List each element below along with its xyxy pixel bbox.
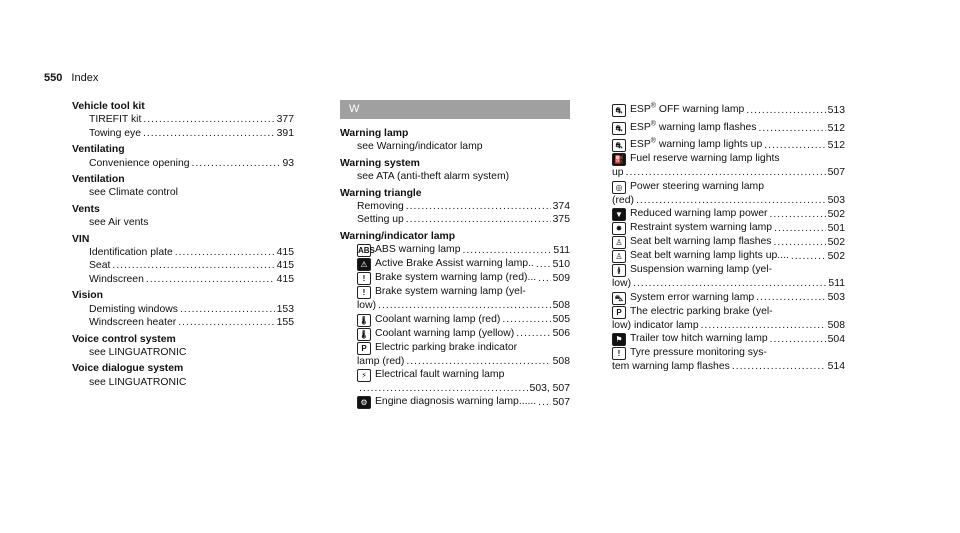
index-entry-row xyxy=(612,360,845,373)
esp-off-icon: ⛐ xyxy=(612,104,626,117)
see-reference: see ATA (anti-theft alarm system) xyxy=(357,171,510,183)
page-reference: 415 xyxy=(276,273,294,285)
index-entry-row xyxy=(72,316,294,329)
index-entry-label: ESP® OFF warning lamp xyxy=(630,103,745,116)
index-entry-continuation: low) indicator lamp xyxy=(612,319,699,331)
index-entry-row xyxy=(72,157,294,170)
dot-leader xyxy=(774,236,826,249)
index-entry-text: ⛽ Fuel reserve warning lamp lights xyxy=(612,152,845,166)
index-entry-row xyxy=(612,117,845,134)
page-reference: 505 xyxy=(552,314,570,326)
page-reference: 415 xyxy=(276,247,294,259)
dot-leader xyxy=(175,246,275,259)
index-entry-text xyxy=(89,113,141,126)
page-reference: 512 xyxy=(827,140,845,151)
index-topic: Vehicle tool kit xyxy=(72,101,145,112)
index-entry-row xyxy=(72,246,294,259)
index-entry-row xyxy=(340,257,570,271)
page-reference: 512 xyxy=(827,122,845,134)
index-topic: Voice dialogue system xyxy=(72,363,184,375)
index-entry-label: Trailer tow hitch warning lamp xyxy=(630,333,768,345)
index-entry-row xyxy=(612,166,845,179)
index-entry-text xyxy=(357,213,404,226)
index-entry-text xyxy=(89,273,144,286)
page-reference: 155 xyxy=(276,317,294,329)
dot-leader xyxy=(143,127,275,140)
page-reference: 374 xyxy=(552,201,570,213)
index-entry-label: ABS warning lamp xyxy=(375,244,461,256)
index-entry-row xyxy=(612,277,845,290)
index-entry-label: TIREFIT kit xyxy=(89,114,142,126)
page-reference: 503 xyxy=(827,194,845,206)
page-reference: 501 xyxy=(827,222,845,234)
index-entry-row xyxy=(340,200,570,213)
index-entry-text xyxy=(612,235,772,249)
index-column-3 xyxy=(612,100,845,373)
index-entry-text xyxy=(612,135,762,152)
dot-leader xyxy=(764,139,825,152)
index-entry-continuation: low) xyxy=(612,278,632,290)
power-steering-icon: ◎ xyxy=(612,181,626,194)
index-entry-continuation: low) xyxy=(357,300,377,312)
dot-leader xyxy=(143,113,274,126)
index-entry-label: Coolant warning lamp (yellow) xyxy=(375,327,515,339)
dot-leader xyxy=(378,299,551,312)
index-entry-text xyxy=(357,257,534,271)
coolant-icon: 🌡 xyxy=(358,315,370,325)
index-entry-label: Seat xyxy=(89,260,111,272)
index-entry-row xyxy=(72,303,294,316)
brake-system-icon: ! xyxy=(357,286,371,299)
index-entry-continuation: (red) xyxy=(612,194,634,206)
index-entry-row xyxy=(340,213,570,226)
index-entry-row xyxy=(72,127,294,140)
page-reference: 502 xyxy=(827,250,845,262)
index-entry-row xyxy=(612,249,845,263)
dot-leader xyxy=(626,166,826,179)
section-title: Index xyxy=(71,72,99,84)
index-entry-continuation: lamp (red) xyxy=(357,355,405,367)
index-entry-text xyxy=(89,259,110,272)
dot-leader xyxy=(791,250,826,263)
page-reference: 507 xyxy=(552,397,570,409)
index-entry-text xyxy=(89,157,190,170)
dot-leader xyxy=(502,313,550,326)
seat-belt-icon: ♙ xyxy=(612,236,626,249)
index-entry-text: P The electric parking brake (yel- xyxy=(612,305,845,319)
index-entry-row xyxy=(72,259,294,272)
page-reference: 391 xyxy=(276,127,294,139)
index-entry-text xyxy=(612,207,767,221)
dot-leader xyxy=(180,303,275,316)
index-topic: Warning lamp xyxy=(340,128,409,139)
page-reference: 508 xyxy=(552,300,570,312)
parking-brake-icon: P xyxy=(357,342,371,355)
index-entry-row xyxy=(612,194,845,207)
index-entry-row xyxy=(72,273,294,286)
index-entry-row xyxy=(612,100,845,117)
dot-leader xyxy=(406,355,550,368)
index-entry-row xyxy=(612,235,845,249)
index-entry-text xyxy=(89,246,173,259)
index-entry-label: Identification plate xyxy=(89,247,173,259)
index-topic: Ventilation xyxy=(72,174,125,186)
page-reference: 511 xyxy=(828,278,845,290)
dot-leader xyxy=(633,277,826,290)
page-reference: 513 xyxy=(827,105,845,117)
page-reference: 502 xyxy=(827,208,845,220)
seat-belt-icon: ♙ xyxy=(612,250,626,263)
index-column-2 xyxy=(340,100,570,409)
index-entry-text xyxy=(357,327,514,341)
index-entry-text xyxy=(612,249,789,263)
dot-leader xyxy=(701,319,826,332)
dot-leader xyxy=(406,213,551,226)
dot-leader xyxy=(146,273,275,286)
page-number: 550 xyxy=(44,72,63,84)
system-error-icon: ⛍ xyxy=(612,292,626,305)
index-topic: Vents xyxy=(72,203,100,215)
index-entry-label: Setting up xyxy=(357,214,404,226)
index-entry-label: Brake system warning lamp (red)... xyxy=(375,272,537,284)
index-entry-label: Windscreen heater xyxy=(89,317,177,329)
index-topic: Vision xyxy=(72,290,103,302)
dot-leader xyxy=(536,258,551,271)
index-entry-text xyxy=(357,200,404,213)
page-reference: 377 xyxy=(276,114,294,126)
index-entry-label: Convenience opening xyxy=(89,157,190,169)
index-entry-row xyxy=(340,395,570,409)
see-reference: see LINGUATRONIC xyxy=(89,376,187,388)
index-entry-text xyxy=(89,316,176,329)
dot-leader xyxy=(636,194,826,207)
index-entry-text xyxy=(89,127,141,140)
dot-leader xyxy=(538,272,551,285)
index-entry-label: Restraint system warning lamp xyxy=(630,222,773,234)
index-entry-row xyxy=(340,313,570,327)
page-reference: 510 xyxy=(552,258,570,270)
index-entry-row xyxy=(340,327,570,341)
see-reference: see Air vents xyxy=(89,217,149,229)
index-entry-label: Active Brake Assist warning lamp.. xyxy=(375,258,534,270)
index-topic: Warning/indicator lamp xyxy=(340,230,456,242)
page-reference: 503, 507 xyxy=(529,383,570,395)
see-reference: see LINGUATRONIC xyxy=(89,346,187,358)
index-entry-row xyxy=(612,207,845,221)
dot-leader xyxy=(359,382,528,395)
index-entry-label: Engine diagnosis warning lamp...... xyxy=(375,396,537,408)
dot-leader xyxy=(112,259,274,272)
index-topic: Ventilating xyxy=(72,144,125,156)
dot-leader xyxy=(758,122,825,135)
index-entry-continuation: tem warning lamp flashes xyxy=(612,361,730,373)
page-reference: 504 xyxy=(827,333,845,345)
page-reference: 375 xyxy=(552,214,570,226)
index-entry-text xyxy=(89,303,178,316)
page-reference: 508 xyxy=(552,355,570,367)
index-entry-label: Windscreen xyxy=(89,273,144,285)
see-reference: see Warning/indicator lamp xyxy=(357,141,483,153)
trailer-hitch-icon: ⚑ xyxy=(612,333,626,346)
see-reference: see Climate control xyxy=(89,187,178,199)
index-entry-label: ESP® warning lamp flashes xyxy=(630,120,757,133)
page-reference: 93 xyxy=(282,157,294,169)
page-reference: 508 xyxy=(827,319,845,331)
index-entry-row xyxy=(612,332,845,346)
electrical-fault-icon: ⚡ xyxy=(357,369,371,382)
dot-leader xyxy=(756,291,826,304)
index-entry-row xyxy=(340,243,570,257)
index-topic: Warning triangle xyxy=(340,187,422,199)
index-entry-row xyxy=(340,271,570,285)
index-entry-row xyxy=(340,355,570,368)
index-entry-text xyxy=(612,332,768,346)
page-reference: 507 xyxy=(827,167,845,179)
abs-icon: ABS xyxy=(358,246,375,256)
index-entry-label: Seat belt warning lamp flashes xyxy=(630,236,772,248)
dot-leader xyxy=(516,327,550,340)
index-entry-row xyxy=(612,135,845,152)
fuel-icon: ⛽ xyxy=(612,153,626,166)
page-reference: 506 xyxy=(552,328,570,340)
dot-leader xyxy=(774,222,826,235)
page-reference: 509 xyxy=(552,272,570,284)
page-reference: 503 xyxy=(827,292,845,304)
index-entry-text xyxy=(612,100,744,117)
page-reference: 511 xyxy=(553,244,570,256)
index-entry-row xyxy=(612,291,845,305)
index-topic: Warning system xyxy=(340,157,420,169)
dot-leader xyxy=(538,396,551,409)
esp-icon: ⛐ xyxy=(612,139,626,152)
page-reference: 415 xyxy=(276,260,294,272)
index-entry-label: Seat belt warning lamp lights up.... xyxy=(630,250,789,262)
index-entry-row xyxy=(72,113,294,126)
dot-leader xyxy=(462,244,551,257)
index-entry-label: Demisting windows xyxy=(89,303,178,315)
letter-heading: W xyxy=(340,100,570,119)
index-entry-text xyxy=(357,271,536,285)
index-topic: VIN xyxy=(72,233,90,245)
index-entry-row xyxy=(340,382,570,395)
page-reference: 502 xyxy=(827,236,845,248)
index-entry-text xyxy=(612,221,772,235)
index-entry-text: ◎ Power steering warning lamp xyxy=(612,180,845,194)
dot-leader xyxy=(406,200,551,213)
index-entry-label: Coolant warning lamp (red) xyxy=(375,313,501,325)
index-entry-continuation: up xyxy=(612,167,624,179)
index-entry-row xyxy=(612,221,845,235)
tyre-pressure-icon: ! xyxy=(612,347,626,360)
reduced-power-icon: ▼ xyxy=(612,208,626,221)
index-entry-label: Towing eye xyxy=(89,127,141,139)
index-entry-label: ESP® warning lamp lights up xyxy=(630,137,763,151)
dot-leader xyxy=(732,360,826,373)
suspension-icon: ≬ xyxy=(612,264,626,277)
dot-leader xyxy=(770,333,826,346)
index-topic: Voice control system xyxy=(72,333,176,345)
index-column-1 xyxy=(72,100,294,389)
dot-leader xyxy=(769,208,825,221)
parking-brake-icon: P xyxy=(612,306,626,319)
coolant-icon: 🌡 xyxy=(358,329,370,339)
index-entry-text xyxy=(357,243,460,257)
index-entry-text: P Electric parking brake indicator xyxy=(340,341,570,355)
index-entry-text xyxy=(612,291,754,305)
index-entry-text: ! Brake system warning lamp (yel- xyxy=(340,285,570,299)
dot-leader xyxy=(178,316,274,329)
brake-system-icon: ! xyxy=(357,272,371,285)
index-entry-text: ≬ Suspension warning lamp (yel- xyxy=(612,263,845,277)
dot-leader xyxy=(192,157,281,170)
brake-assist-icon: ⚠ xyxy=(357,258,371,271)
index-entry-text: ! Tyre pressure monitoring sys- xyxy=(612,346,845,360)
index-entry-text xyxy=(357,395,536,409)
page-reference: 514 xyxy=(827,361,845,373)
index-entry-label: Reduced warning lamp power xyxy=(630,208,768,220)
index-entry-label: Removing xyxy=(357,201,404,213)
restraint-icon: ✸ xyxy=(612,222,626,235)
index-entry-label: System error warning lamp xyxy=(630,291,755,303)
page-reference: 153 xyxy=(276,303,294,315)
index-entry-row xyxy=(612,319,845,332)
index-entry-text: ⚡ Electrical fault warning lamp xyxy=(340,368,570,382)
dot-leader xyxy=(746,104,825,117)
engine-diagnosis-icon: ⚙ xyxy=(357,396,371,409)
index-entry-row xyxy=(340,299,570,312)
index-entry-text xyxy=(612,117,756,134)
esp-icon: ⛐ xyxy=(612,122,626,135)
page-header xyxy=(44,71,98,85)
index-entry-text xyxy=(357,313,500,327)
